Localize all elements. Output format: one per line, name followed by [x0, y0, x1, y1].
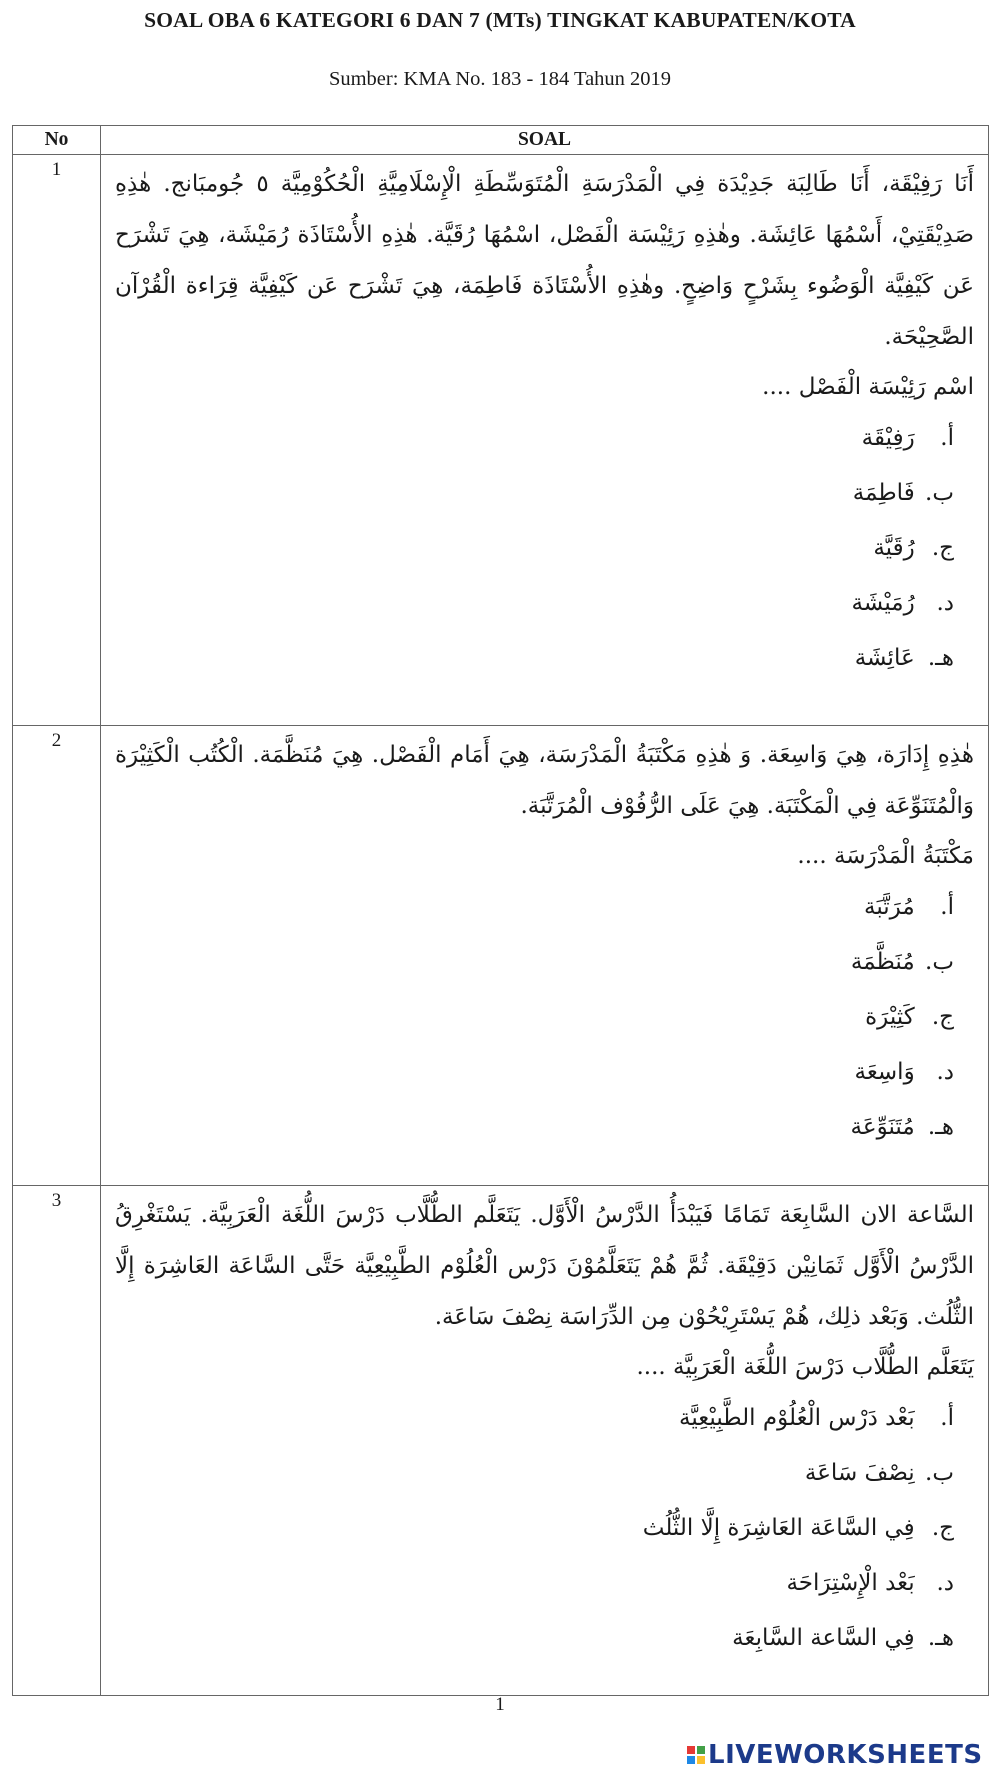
column-header-soal: SOAL [101, 126, 989, 155]
question-number: 2 [13, 726, 101, 1186]
option-letter: هـ. [927, 645, 954, 671]
logo-square-blue [687, 1756, 695, 1764]
question-stem: يَتَعَلَّم الطُّلَّاب دَرْسَ اللُّغَة الْعَرَبِيَّة .... [636, 1354, 974, 1380]
option-text: نِصْفَ سَاعَة [804, 1460, 915, 1486]
option-letter: هـ. [927, 1114, 954, 1140]
answer-option[interactable] [115, 631, 954, 686]
liveworksheets-logo[interactable] [687, 1740, 983, 1770]
answer-option[interactable] [115, 1446, 954, 1501]
answer-option[interactable] [115, 466, 954, 521]
option-text: بَعْد دَرْس الْعُلُوْم الطَّبِيْعِيَّة [679, 1405, 915, 1431]
question-row [13, 726, 989, 1186]
answer-option[interactable] [115, 1391, 954, 1446]
option-letter: ب. [925, 480, 954, 506]
table-header-row [13, 126, 989, 155]
answer-option[interactable] [115, 1611, 954, 1666]
option-text: فَاطِمَة [852, 480, 915, 506]
answer-option[interactable] [115, 1501, 954, 1556]
column-header-no: No [13, 126, 101, 155]
option-text: رُمَيْشَة [851, 590, 915, 616]
question-content [101, 155, 989, 726]
answer-option[interactable] [115, 1556, 954, 1611]
liveworksheets-icon [687, 1746, 705, 1764]
reading-passage: السَّاعة الان السَّابِعَة تَمَامًا فَيَبْدَأُ الدَّرْسُ الْأَوَّل. يَتَعَلَّم الطُّلَّاب دَرْسَ اللُّغَة الْعَرَبِيَّة. يَسْتَغْرِقُ الدَّرْسُ الْأَوَّل ثَمَانِيْن دَقِيْقَة. ثُمَّ هُمْ يَتَعَلَّمُوْنَ دَرْس الْعُلُوْم الطَّبِيْعِيَّة حَتَّى السَّاعَة العَاشِرَة إِلَّا الثُّلُث. وَبَعْد ذلِك، هُمْ يَسْتَرِيْحُوْن مِن الدِّرَاسَة نِصْفَ سَاعَة. [115, 1202, 974, 1330]
option-text: مُتَنَوِّعَة [850, 1114, 915, 1140]
logo-square-red [687, 1746, 695, 1754]
answer-option[interactable] [115, 411, 954, 466]
question-row [13, 1186, 989, 1696]
option-text: وَاسِعَة [854, 1059, 915, 1085]
option-letter: هـ. [927, 1625, 954, 1651]
question-stem: اسْم رَئِيْسَة الْفَصْل .... [762, 374, 974, 400]
answer-option[interactable] [115, 935, 954, 990]
option-letter: د. [936, 1570, 954, 1596]
option-text: عَائِشَة [854, 645, 915, 671]
option-list [115, 880, 954, 1155]
document-title: SOAL OBA 6 KATEGORI 6 DAN 7 (MTs) TINGKAT KABUPATEN/KOTA [144, 8, 856, 32]
question-stem: مَكْتَبَةُ الْمَدْرَسَة .... [797, 843, 974, 869]
reading-passage: أَنَا رَفِيْقَة، أَنَا طَالِبَة جَدِيْدَة فِي الْمَدْرَسَةِ الْمُتَوَسِّطَةِ الْإِسْلَامِيَّةِ الْحُكُوْمِيَّة ٥ جُومبَانج. هٰذِهِ صَدِيْقَتِيْ، أَسْمُهَا عَائِشَة. وهٰذِهِ رَئِيْسَة الْفَصْل، اسْمُهَا رُقَيَّة. هٰذِهِ الأُسْتَاذَة رُمَيْشَة، هِيَ تَشْرَح عَن كَيْفِيَّة الْوَضُوء بِشَرْحٍ وَاضِحٍ. وهٰذِهِ الأُسْتَاذَة فَاطِمَة، هِيَ تَشْرَح عَن كَيْفِيَّة قِرَاءة الْقُرْآن الصَّحِيْحَة. [115, 171, 974, 350]
option-letter: أ. [940, 894, 954, 920]
question-content [101, 726, 989, 1186]
option-letter: د. [936, 590, 954, 616]
option-text: فِي السَّاعة السَّابِعَة [732, 1625, 915, 1651]
option-letter: ب. [925, 949, 954, 975]
option-letter: ب. [925, 1460, 954, 1486]
answer-option[interactable] [115, 1100, 954, 1155]
option-text: فِي السَّاعَة العَاشِرَة إِلَّا الثُّلُث [642, 1515, 915, 1541]
answer-option[interactable] [115, 880, 954, 935]
option-list [115, 1391, 954, 1666]
option-text: بَعْد الْإِسْتِرَاحَة [786, 1570, 915, 1596]
document-subtitle: Sumber: KMA No. 183 - 184 Tahun 2019 [328, 68, 672, 90]
option-text: كَثِيْرَة [865, 1004, 915, 1030]
option-letter: د. [936, 1059, 954, 1085]
option-letter: ج. [931, 1515, 954, 1541]
option-text: رُقَيَّة [873, 535, 915, 561]
reading-passage: هٰذِهِ إِدَارَة، هِيَ وَاسِعَة. وَ هٰذِهِ مَكْتَبَةُ الْمَدْرَسَة، هِيَ أَمَام الْفَصْل. هِيَ مُنَظَّمَة. الْكُتُب الْكَثِيْرَة وَالْمُتَنَوِّعَة فِي الْمَكْتَبَة. هِيَ عَلَى الرُّفُوْف الْمُرَتَّبَة. [115, 742, 974, 819]
option-list [115, 411, 954, 686]
answer-option[interactable] [115, 1045, 954, 1100]
option-letter: أ. [940, 1405, 954, 1431]
brand-name: LIVEWORKSHEETS [708, 1740, 983, 1770]
question-number: 1 [13, 155, 101, 726]
logo-square-green [697, 1746, 705, 1754]
question-number: 3 [13, 1186, 101, 1696]
question-row [13, 155, 989, 726]
answer-option[interactable] [115, 521, 954, 576]
answer-option[interactable] [115, 990, 954, 1045]
logo-square-yellow [697, 1756, 705, 1764]
option-letter: أ. [940, 425, 954, 451]
question-content [101, 1186, 989, 1696]
option-letter: ج. [931, 535, 954, 561]
page-number: 1 [495, 1694, 505, 1715]
option-text: مُرَتَّبَة [864, 894, 915, 920]
option-text: مُنَظَّمَة [850, 949, 915, 975]
option-text: رَفِيْقَة [861, 425, 915, 451]
question-table [12, 125, 989, 1696]
option-letter: ج. [931, 1004, 954, 1030]
answer-option[interactable] [115, 576, 954, 631]
